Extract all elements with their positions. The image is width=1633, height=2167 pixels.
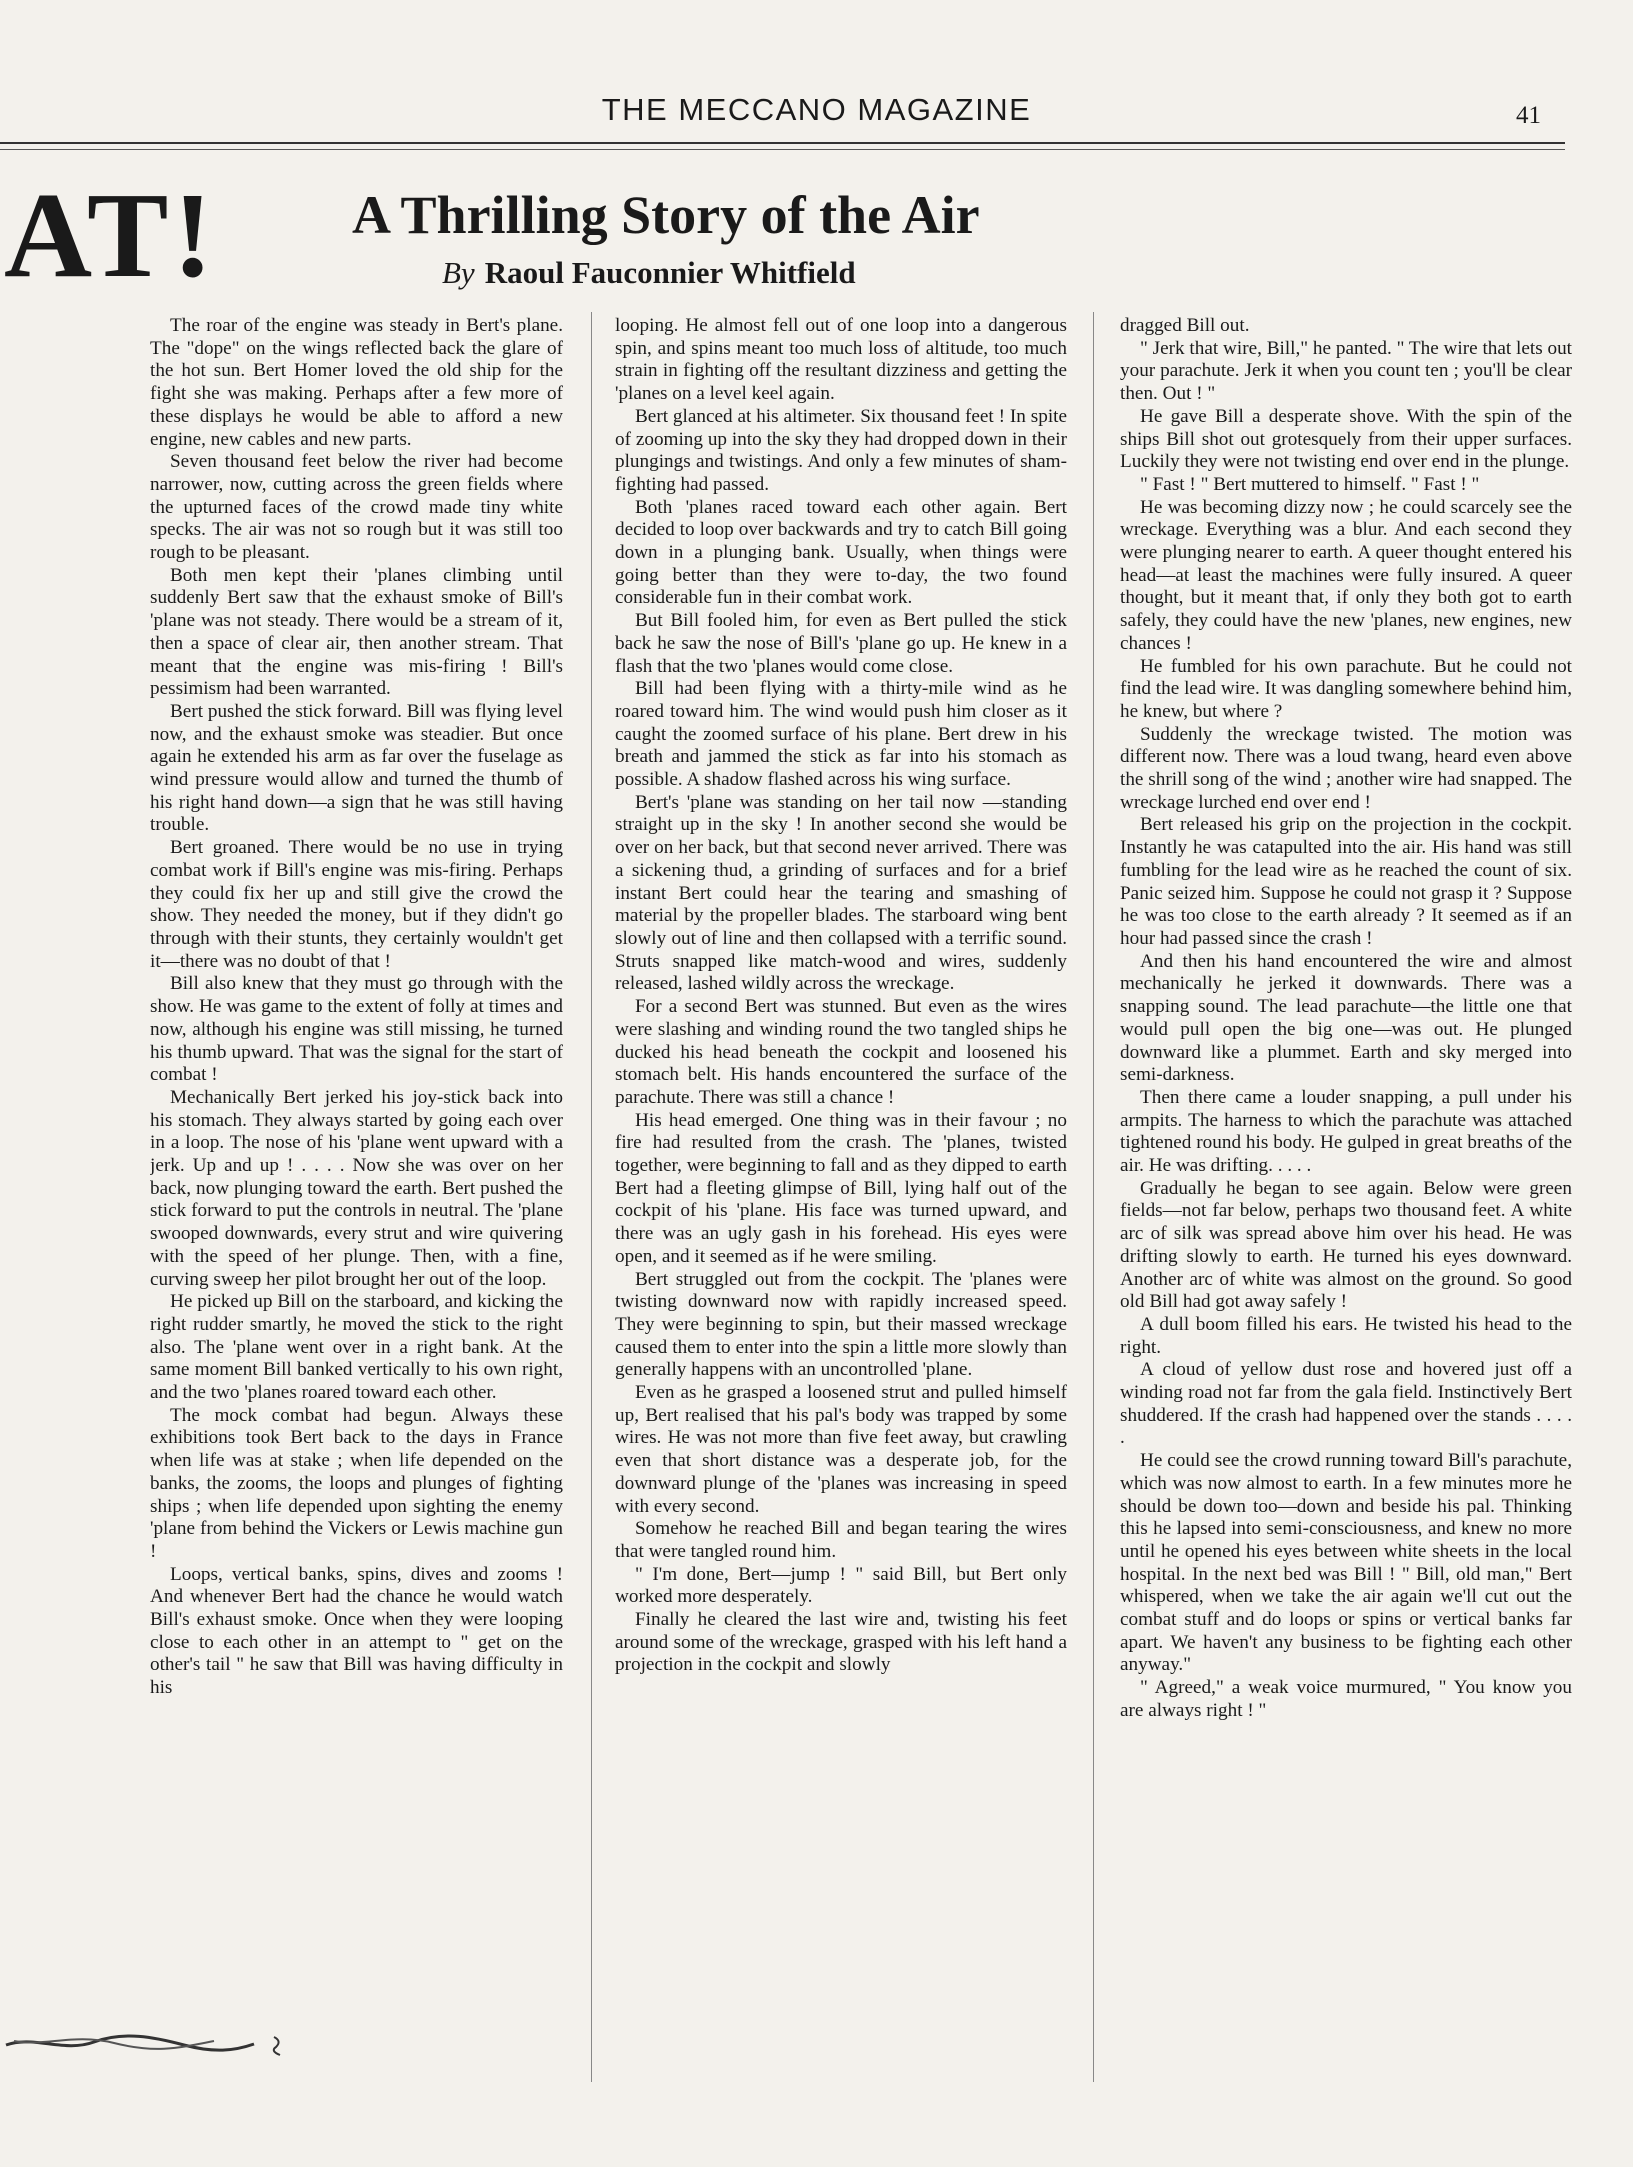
paragraph: Bill had been flying with a thirty-mile wind as he roared toward him. The wind would push him closer as it caught the zoomed surface of his plane. Bert drew in his breath and jammed the stick as far into his stomach as possible. A shadow flashed across his wing surface. [615,678,1067,791]
title-fragment: AT! [4,168,218,303]
paragraph: He picked up Bill on the starboard, and kicking the right rudder smartly, he moved the stick to the right also. The 'plane went over in a right bank. At the same moment Bill banked vertically to his own right, and the two 'planes roared toward each other. [150,1291,563,1404]
paragraph: Gradually he began to see again. Below were green fields—not far below, perhaps two thousand feet. A white arc of silk was spread above him over his head. He was drifting slowly to earth. He turned his eyes downward. Another arc of white was almost on the ground. So good old Bill had got away safely ! [1120,1177,1572,1313]
column-divider [1093,312,1094,2082]
paragraph: dragged Bill out. [1120,315,1250,336]
paragraph: The roar of the engine was steady in Bert's plane. The "dope" on the wings reflected back the glare of the hot sun. Bert Homer loved the old ship for the fight she was making. Perhaps after a few more of these displays he would be able to afford a new engine, new cables and new parts. [150,315,563,450]
paragraph: Bill also knew that they must go through with the show. He was game to the extent of folly at times and now, although his engine was still missing, he turned his thumb upward. That was the signal for the start of combat ! [150,973,563,1086]
byline [442,255,856,291]
paragraph: Bert released his grip on the projection in the cockpit. Instantly he was catapulted into the air. His hand was still fumbling for the lead wire as he reached the count of six. Panic seized him. Suppose he could not grasp it ? Suppose he was too close to the earth already ? It seemed as if an hour had passed since the crash ! [1120,814,1572,949]
paragraph: A cloud of yellow dust rose and hovered just off a winding road not far from the gala field. Instinctively Bert shuddered. If the crash had happened over the stands . . . . . [1120,1359,1572,1449]
paragraph: He gave Bill a desperate shove. With the spin of the ships Bill shot out grotesquely from their upper surfaces. Luckily they were not twisting end over end in the plunge. [1120,405,1572,473]
magazine-title: THE MECCANO MAGAZINE [601,92,1032,127]
paragraph: Bert struggled out from the cockpit. The 'planes were twisting downward now with rapidly increased speed. They were beginning to spin, but their massed wreckage caused them to enter into the spin a little more slowly than generally happens with an uncontrolled 'plane. [615,1268,1067,1381]
paragraph: Then there came a louder snapping, a pull under his armpits. The harness to which the parachute was attached tightened round his body. He gulped in great breaths of the air. He was drifting. . . . . [1120,1086,1572,1177]
paragraph: For a second Bert was stunned. But even as the wires were slashing and winding round the two tangled ships he ducked his head beneath the cockpit and loosened his stomach belt. His hands encountered the surface of the parachute. There was still a chance ! [615,996,1067,1108]
paragraph: " I'm done, Bert—jump ! " said Bill, but Bert only worked more desperately. [615,1563,1067,1608]
paragraph: Somehow he reached Bill and began tearing the wires that were tangled round him. [615,1518,1067,1562]
paragraph: His head emerged. One thing was in their favour ; no fire had resulted from the crash. The 'planes, twisted together, were beginning to fall and as they dipped to earth Bert had a fleeting glimpse of Bill, lying half out of the cockpit of his 'plane. His face was turned upward, and there was an ugly gash in his forehead. His eyes were open, and it seemed as if he were smiling. [615,1109,1067,1267]
paragraph: Both 'planes raced toward each other again. Bert decided to loop over backwards and try to catch Bill going down in a plunging bank. Usually, when things were going better than they were to-day, the two found considerable fun in their combat work. [615,496,1067,609]
byline-prefix: By [442,255,475,290]
column-divider [591,312,592,2082]
paragraph: Bert's 'plane was standing on her tail now —standing straight up in the sky ! In another second she would be over on her back, but that second never arrived. There was a sickening thud, a grinding of surfaces and for a brief instant Bert could hear the tearing and smashing of material by the propeller blades. The starboard wing bent slowly out of line and then collapsed with a terrific sound. Struts snapped like match-wood and wires, suddenly released, lashed wildly across the wreckage. [615,791,1067,995]
article-column-2 [615,315,1067,2075]
paragraph: Mechanically Bert jerked his joy-stick back into his stomach. They always started by going each over in a loop. The nose of his 'plane went upward with a jerk. Up and up ! . . . . Now she was over on her back, now plunging toward the earth. Bert pushed the stick forward to put the controls in neutral. The 'plane swooped downwards, every strut and wire quivering with the speed of her plunge. Then, with a fine, curving sweep her pilot brought her out of the loop. [150,1086,563,1290]
paragraph: Bert groaned. There would be no use in trying combat work if Bill's engine was mis-firing. Perhaps they could fix her up and still give the crowd the show. They needed the money, but if they didn't go through with their stunts, they certainly wouldn't get it—there was no doubt of that ! [150,837,563,972]
page-header [0,92,1633,142]
paragraph: He fumbled for his own parachute. But he could not find the lead wire. It was dangling somewhere behind him, he knew, but where ? [1120,655,1572,722]
header-rule [0,142,1565,144]
page-number: 41 [1516,102,1541,129]
paragraph: A dull boom filled his ears. He twisted his head to the right. [1120,1313,1572,1358]
header-rule-thin [0,149,1565,150]
paragraph: " Jerk that wire, Bill," he panted. " The wire that lets out your parachute. Jerk it when you count ten ; you'll be clear then. Out ! " [1120,337,1572,405]
paragraph: Suddenly the wreckage twisted. The motion was different now. There was a loud twang, heard even above the shrill song of the wind ; another wire had snapped. The wreckage lurched end over end ! [1120,723,1572,813]
paragraph: Seven thousand feet below the river had become narrower, now, cutting across the green fields where the upturned faces of the crowd made tiny white specks. The air was not so rough but it was still too rough to be pleasant. [150,451,563,564]
paragraph: " Agreed," a weak voice murmured, " You know you are always right ! " [1120,1677,1572,1721]
paragraph: Bert glanced at his altimeter. Six thousand feet ! In spite of zooming up into the sky they had dropped down in their plungings and twistings. And only a few minutes of sham-fighting had passed. [615,405,1067,495]
paragraph: The mock combat had begun. Always these exhibitions took Bert back to the days in France when life was at stake ; when life depended on the banks, the zooms, the loops and plunges of fighting ships ; when life depended upon sighting the enemy 'plane from behind the Vickers or Lewis machine gun ! [150,1404,563,1562]
article-column-1 [150,315,563,2075]
paragraph: " Fast ! " Bert muttered to himself. " Fast ! " [1140,473,1480,495]
paragraph: Loops, vertical banks, spins, dives and zooms ! And whenever Bert had the chance he would watch Bill's exhaust smoke. Once when they were looping close to each other in an attempt to " get on the other's tail " he saw that Bill was having difficulty in his [150,1563,563,1699]
paragraph: Both men kept their 'planes climbing until suddenly Bert saw that the exhaust smoke of Bill's 'plane was not steady. There would be a stream of it, then a space of clear air, then another stream. That meant that the engine was mis-firing ! Bill's pessimism had been warranted. [150,564,563,700]
author-name: Raoul Fauconnier Whitfield [484,255,856,290]
article-headline: A Thrilling Story of the Air [352,185,980,245]
paragraph: Even as he grasped a loosened strut and pulled himself up, Bert realised that his pal's body was trapped by some wires. He was not more than five feet away, but crawling even that short distance was a desperate job, for the downward plunge of the 'planes was increasing in speed with every second. [615,1382,1067,1517]
paragraph: looping. He almost fell out of one loop into a dangerous spin, and spins meant too much loss of altitude, too much strain in fighting off the resultant dizziness and getting the 'planes on a level keel again. [615,315,1067,405]
tailpiece-ornament [4,2027,314,2057]
paragraph: Finally he cleared the last wire and, twisting his feet around some of the wreckage, grasped with his left hand a projection in the cockpit and slowly [615,1609,1067,1676]
paragraph: But Bill fooled him, for even as Bert pulled the stick back he saw the nose of Bill's 'plane go up. He knew in a flash that the two 'planes would come close. [615,610,1067,677]
article-column-3 [1120,315,1572,2075]
paragraph: And then his hand encountered the wire and almost mechanically he jerked it downwards. There was a snapping sound. The lead parachute—the little one that would pull open the big one—was out. He plunged downward like a plummet. Earth and sky merged into semi-darkness. [1120,950,1572,1086]
paragraph: He could see the crowd running toward Bill's parachute, which was now almost to earth. In a few minutes more he should be down too—down and beside his pal. Thinking this he lapsed into semi-consciousness, and knew no more until he opened his eyes between white sheets in the local hospital. In the next bed was Bill ! " Bill, old man," Bert whispered, when we take the air again we'll cut out the combat stuff and do loops or spins or vertical banks far apart. We haven't any business to be fighting each other anyway." [1120,1450,1572,1676]
paragraph: Bert pushed the stick forward. Bill was flying level now, and the exhaust smoke was steadier. But once again he extended his arm as far over the fuselage as wind pressure would allow and turned the thumb of his right hand down—a sign that he was still having trouble. [150,700,563,836]
paragraph: He was becoming dizzy now ; he could scarcely see the wreckage. Everything was a blur. And each second they were plunging nearer to earth. A queer thought entered his head—at least the machines were fully insured. A queer thought, but it meant that, if only they both got to earth safely, they could have the new 'planes, new engines, new chances ! [1120,496,1572,654]
